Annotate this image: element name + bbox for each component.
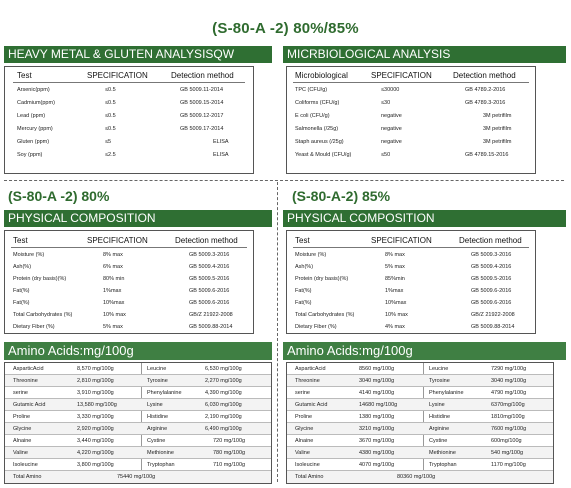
- table-row: Lead (ppm) ≤0.5 GB 5009.12-2017: [17, 113, 224, 119]
- right-physical-header-test: Test: [295, 236, 310, 245]
- heavy-metal-header-test: Test: [17, 71, 32, 80]
- table-row: Glycine 2,920 mg/100g Arginine 6,490 mg/100g: [5, 423, 271, 435]
- left-physical-title-bar: PHYSICAL COMPOSITION: [4, 210, 272, 227]
- right-sub-title: (S-80-A-2) 85%: [292, 188, 391, 204]
- table-row: Yeast & Mould (CFU/g) ≤50 GB 4789.15-2016: [295, 152, 509, 158]
- heavy-metal-title-bar: HEAVY METAL & GLUTEN ANALYSISQW: [4, 46, 272, 63]
- table-row: Dietary Fiber (%) 4% max GB 5009.88-2014: [295, 324, 515, 330]
- left-amino-table: [4, 362, 272, 484]
- table-row: Gluten (ppm) ≤5 ELISA: [17, 139, 229, 145]
- table-row: Gutamic Acid 14680 mg/100g Lysine 6370mg/100g: [287, 399, 553, 411]
- table-row: Protein (dry basis)(%) 85%min GB 5009.5-2016: [295, 276, 512, 282]
- table-row: Fat(%) 10%max GB 5009.6-2016: [295, 300, 512, 306]
- left-sub-title: (S-80-A -2) 80%: [8, 188, 110, 204]
- right-physical-header-method: Detection method: [459, 236, 522, 245]
- table-row: TPC (CFU/g) ≤30000 GB 4789.2-2016: [295, 87, 506, 93]
- table-row: Gutamic Acid 13,580 mg/100g Lysine 6,030 mg/100g: [5, 399, 271, 411]
- table-row: Valine 4380 mg/100g Methionine 540 mg/100g: [287, 447, 553, 459]
- table-row: Dietary Fiber (%) 5% max GB 5009.88-2014: [13, 324, 233, 330]
- table-row: Isoleucine 3,800 mg/100g Tryptophan 710 mg/100g: [5, 459, 271, 471]
- table-row: Ash(%) 5% max GB 5009.4-2016: [295, 264, 512, 270]
- right-amino-table: [286, 362, 554, 484]
- right-physical-header-rule: [293, 247, 529, 248]
- micro-header-spec: SPECIFICATION: [371, 71, 432, 80]
- table-row: E coli (CFU/g) negative 3M petrifilm: [295, 113, 512, 119]
- left-amino-title-bar: Amino Acids:mg/100g: [4, 342, 272, 360]
- table-row: AsparticAcid 8,570 mg/100g Leucine 6,530 mg/100g: [5, 363, 271, 375]
- heavy-metal-table: [4, 66, 254, 174]
- table-row: Soy (ppm) ≤2.5 ELISA: [17, 152, 229, 158]
- heavy-metal-header-spec: SPECIFICATION: [87, 71, 148, 80]
- total-row: Total Amino 75440 mg/100g: [5, 471, 271, 483]
- section-divider-horizontal: [4, 180, 564, 181]
- table-row: Moisture (%) 8% max GB 5009.3-2016: [13, 252, 230, 258]
- table-row: Cadmium(ppm) ≤0.5 GB 5009.15-2014: [17, 100, 224, 106]
- micro-title-bar: MICRBIOLOGICAL ANALYSIS: [283, 46, 566, 63]
- micro-header-method: Detection method: [453, 71, 516, 80]
- total-row: Total Amino 80360 mg/100g: [287, 471, 553, 483]
- table-row: Staph aureus (/25g) negative 3M petrifilm: [295, 139, 512, 145]
- table-row: Proline 1380 mg/100g Histidine 1810mg/100g: [287, 411, 553, 423]
- table-row: serine 3,910 mg/100g Phenylalanine 4,390 mg/100g: [5, 387, 271, 399]
- table-row: Threonine 3040 mg/100g Tyrosine 3040 mg/100g: [287, 375, 553, 387]
- table-row: Salmonella (/25g) negative 3M petrifilm: [295, 126, 512, 132]
- left-physical-header-test: Test: [13, 236, 28, 245]
- table-row: Isoleucine 4070 mg/100g Tryptophan 1170 mg/100g: [287, 459, 553, 471]
- right-physical-table: [286, 230, 536, 334]
- right-physical-header-spec: SPECIFICATION: [371, 236, 432, 245]
- left-physical-header-spec: SPECIFICATION: [87, 236, 148, 245]
- table-row: AsparticAcid 8560 mg/100g Leucine 7290 mg/100g: [287, 363, 553, 375]
- heavy-metal-header-method: Detection method: [171, 71, 234, 80]
- table-row: Fat(%) 10%max GB 5009.6-2016: [13, 300, 230, 306]
- micro-header-test: Microbiological: [295, 71, 348, 80]
- table-row: Ash(%) 6% max GB 5009.4-2016: [13, 264, 230, 270]
- table-row: Fat(%) 1%max GB 5009.6-2016: [295, 288, 512, 294]
- table-row: Moisture (%) 8% max GB 5009.3-2016: [295, 252, 512, 258]
- right-amino-title-bar: Amino Acids:mg/100g: [283, 342, 566, 360]
- table-row: Threonine 2,810 mg/100g Tyrosine 2,270 mg/100g: [5, 375, 271, 387]
- table-row: Total Carbohydrates (%) 10% max GB/Z 21922-2008: [13, 312, 233, 318]
- table-row: Valine 4,220 mg/100g Methionine 780 mg/100g: [5, 447, 271, 459]
- table-row: Alnaine 3670 mg/100g Cystine 600mg/100g: [287, 435, 553, 447]
- left-physical-table: [4, 230, 254, 334]
- left-physical-header-rule: [11, 247, 247, 248]
- table-row: Alnaine 3,440 mg/100g Cystine 720 mg/100g: [5, 435, 271, 447]
- table-row: Mercury (ppm) ≤0.5 GB 5009.17-2014: [17, 126, 224, 132]
- main-title: (S-80-A -2) 80%/85%: [212, 20, 359, 37]
- micro-header-rule: [293, 82, 529, 83]
- table-row: Arsenic(ppm) ≤0.5 GB 5009.11-2014: [17, 87, 224, 93]
- table-row: Protein (dry basis)(%) 80% min GB 5009.5-2016: [13, 276, 230, 282]
- table-row: serine 4140 mg/100g Phenylalanine 4790 mg/100g: [287, 387, 553, 399]
- micro-table: [286, 66, 536, 174]
- table-row: Fat(%) 1%max GB 5009.6-2016: [13, 288, 230, 294]
- right-physical-title-bar: PHYSICAL COMPOSITION: [283, 210, 566, 227]
- table-row: Glycine 3210 mg/100g Arginine 7600 mg/100g: [287, 423, 553, 435]
- left-physical-header-method: Detection method: [175, 236, 238, 245]
- section-divider-vertical: [277, 182, 278, 482]
- table-row: Total Carbohydrates (%) 10% max GB/Z 21922-2008: [295, 312, 515, 318]
- table-row: Proline 3,330 mg/100g Histidine 2,190 mg/100g: [5, 411, 271, 423]
- heavy-metal-header-rule: [13, 82, 245, 83]
- table-row: Coliforms (CFU/g) ≤30 GB 4789.3-2016: [295, 100, 506, 106]
